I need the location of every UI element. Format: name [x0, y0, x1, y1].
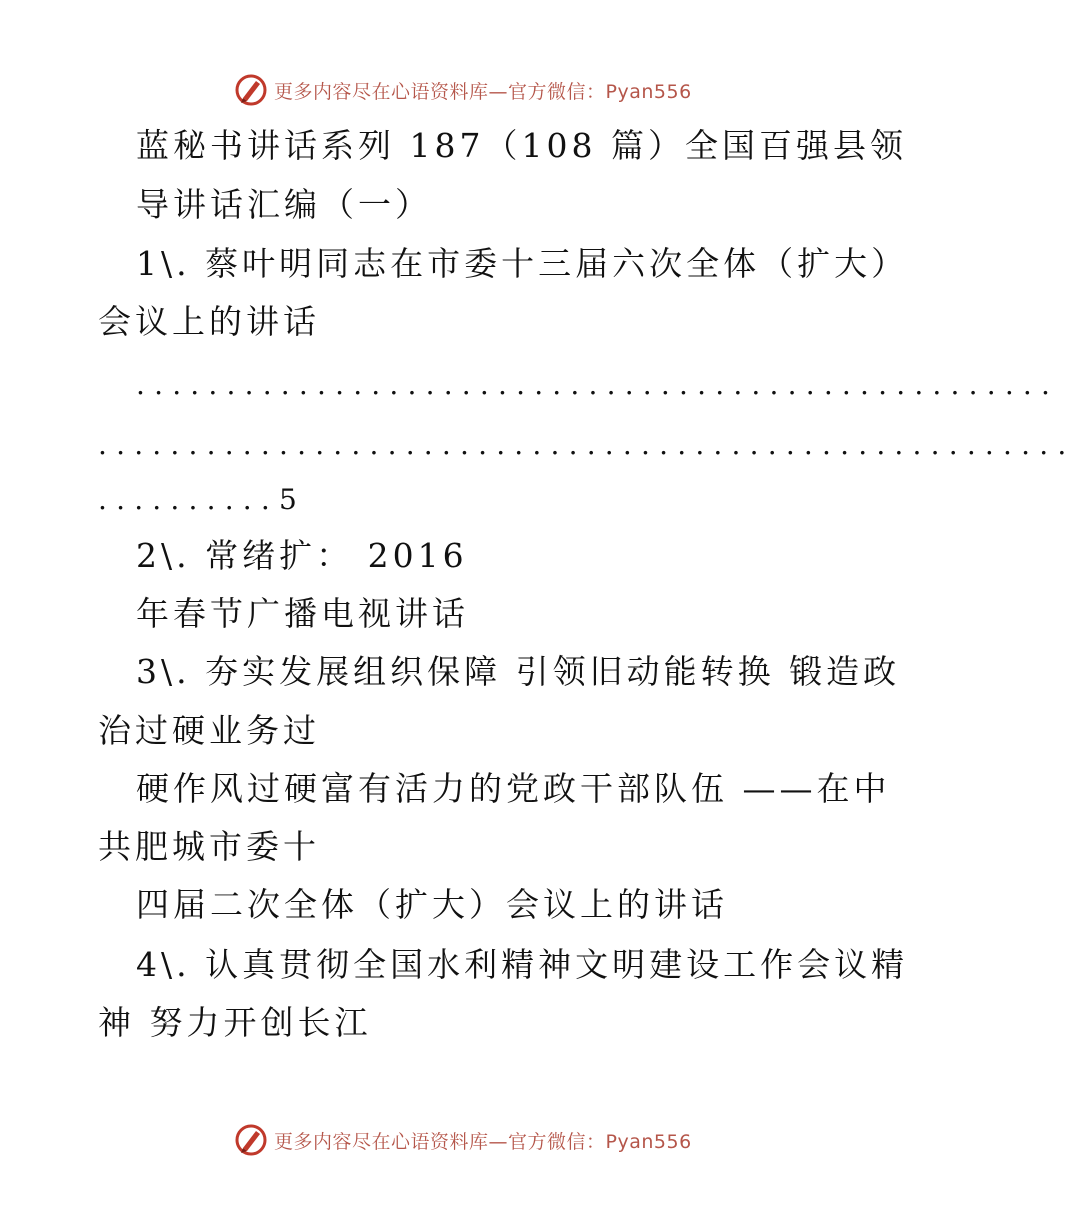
toc-dots-page-number: ..........5: [98, 483, 307, 516]
watermark-text: 更多内容尽在心语资料库—官方微信：Pyan556: [274, 1130, 692, 1153]
toc-dots-line-2: ......................................................: [98, 428, 1075, 461]
item-3-line-2: 治过硬业务过: [98, 711, 320, 750]
item-3-line-3: 硬作风过硬富有活力的党政干部队伍 ——在中: [136, 769, 891, 808]
pen-logo-icon: [234, 1123, 268, 1157]
item-4-line-1: 4\. 认真贯彻全国水利精神文明建设工作会议精: [136, 945, 909, 984]
item-4-line-2: 神 努力开创长江: [98, 1003, 372, 1042]
item-2-line-1: 2\. 常绪扩： 2016: [136, 536, 468, 575]
pen-logo-icon: [234, 73, 268, 107]
title-line-2: 导讲话汇编（一）: [136, 185, 432, 224]
toc-dots-line-1: ...................................................: [136, 368, 1060, 401]
watermark-text: 更多内容尽在心语资料库—官方微信：Pyan556: [274, 80, 692, 103]
item-3-line-1: 3\. 夯实发展组织保障 引领旧动能转换 锻造政: [136, 652, 901, 691]
item-1-line-2: 会议上的讲话: [98, 302, 320, 341]
watermark-banner-top: [234, 70, 754, 110]
item-3-line-5: 四届二次全体（扩大）会议上的讲话: [136, 885, 728, 924]
item-2-line-2: 年春节广播电视讲话: [136, 594, 469, 633]
title-line-1: 蓝秘书讲话系列 187（108 篇）全国百强县领: [136, 126, 907, 165]
watermark-banner-bottom: [234, 1120, 754, 1160]
item-3-line-4: 共肥城市委十: [98, 827, 320, 866]
item-1-line-1: 1\. 蔡叶明同志在市委十三届六次全体（扩大）: [136, 244, 909, 283]
